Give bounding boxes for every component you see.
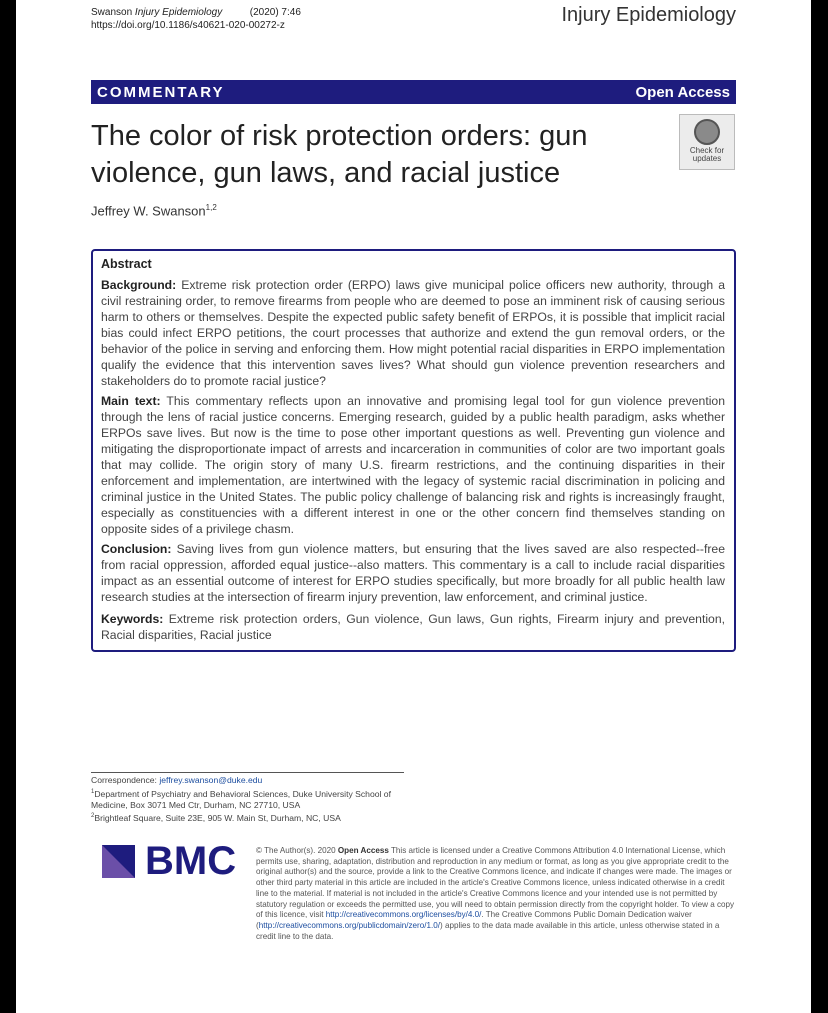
bmc-logo-icon	[102, 845, 135, 878]
abstract-conclusion	[101, 541, 725, 605]
abstract-main-text	[101, 393, 725, 537]
correspondence-label: Correspondence:	[91, 775, 157, 785]
abstract-box	[91, 249, 736, 652]
journal-name: Injury Epidemiology	[561, 4, 736, 26]
abstract-background	[101, 277, 725, 389]
paper-page	[16, 0, 811, 1013]
background-label: Background:	[101, 278, 177, 292]
article-title: The color of risk protection orders: gun violence, gun laws, and racial justice	[91, 120, 588, 189]
correspondence-email[interactable]: jeffrey.swanson@duke.edu	[159, 775, 263, 785]
running-header	[91, 6, 301, 32]
license-text: © The Author(s). 2020 Open Access This article is licensed under a Creative Commons Attribution 4.0 International License, which permits use, sharing, adaptation, distribution and reproduction in any medium or format, as long as you give appropriate credit to the original author(s) and the source, provide a link to the Creative Commons licence, and indicate if changes were made. The images or other third party material in this article are included in the article's Creative Commons licence, unless indicated otherwise in a credit line to the material. If material is not included in the article's Creative Commons licence and your intended use is not permitted by statutory regulation or exceeds the permitted use, you will need to obtain permission directly from the copyright holder. To view a copy of this licence, visit http://creativecommons.org/licenses/by/4.0/. The Creative Commons Public Domain Dedication waiver (http://creativecommons.org/publicdomain/zero/1.0/) applies to the data made available in this article, unless otherwise stated in a credit line to the data.	[256, 846, 735, 941]
license-link-by[interactable]: http://creativecommons.org/licenses/by/4.0/	[325, 910, 482, 920]
header-journal: Injury Epidemiology	[134, 7, 223, 18]
header-doi[interactable]: https://doi.org/10.1186/s40621-020-00272-z	[91, 20, 285, 31]
badge-label-1: Check for	[689, 146, 725, 155]
header-citation: (2020) 7:46	[249, 7, 301, 18]
abstract-heading: Abstract	[101, 257, 152, 271]
license-link-zero[interactable]: http://creativecommons.org/publicdomain/zero/1.0/	[258, 920, 441, 930]
bmc-logo	[102, 839, 242, 883]
badge-label-2: updates	[692, 154, 722, 163]
article-author	[91, 203, 217, 218]
check-for-updates-badge[interactable]	[679, 114, 735, 170]
conclusion-text: Saving lives from gun violence matters, but ensuring that the lives saved are also respected--free from racial oppression, afforded equal justice--also matters. This commentary is a call to include racial disparities impact as an essential outcome of interest for ERPO studies specifically, but more broadly for all public health law research studies at the intersection of firearm injury prevention, law enforcement, and criminal justice.	[101, 542, 725, 604]
check-for-updates-icon	[694, 119, 720, 145]
article-type-banner	[91, 80, 736, 104]
correspondence	[91, 775, 421, 787]
conclusion-label: Conclusion:	[101, 542, 172, 556]
header-author: Swanson	[91, 7, 133, 18]
article-type-label: COMMENTARY	[97, 83, 225, 101]
author-affiliation-marker: 1,2	[205, 203, 217, 212]
background-text: Extreme risk protection order (ERPO) laws give municipal police officers new authority, through a civil restraining order, to remove firearms from people who are deemed to pose an imminent risk of causing serious harm to others or themselves. Despite the expected public safety benefit of ERPOs, it is possible that implicit racial bias could infect ERPO petitions, the court processes that authorize and extend the gun removal orders, or the behavior of the police in serving and enforcing them. How might potential racial disparities in ERPO implementation qualify the evidence that this intervention saves lives? What should gun violence prevention researchers and stakeholders do to promote racial justice?	[101, 278, 725, 388]
footnote-divider	[91, 772, 404, 773]
bmc-logo-text: BMC	[145, 839, 237, 883]
affiliation-1: $^1$Department of Psychiatry and Behavioral Sciences, Duke University School of Medicine, Box 3071 Med Ctr, Durham, NC 27710, USA	[91, 788, 391, 810]
affiliation-2: $^2$Brightleaf Square, Suite 23E, 905 W. Main St, Durham, NC, USA	[91, 813, 341, 824]
keywords-label: Keywords:	[101, 612, 164, 626]
author-name[interactable]: Jeffrey W. Swanson	[91, 203, 206, 219]
main-text-label: Main text:	[101, 394, 161, 408]
keywords-text: Extreme risk protection orders, Gun violence, Gun laws, Gun rights, Firearm injury and prevention, Racial disparities, Racial justice	[101, 612, 725, 642]
abstract-keywords	[101, 611, 725, 643]
open-access-label: Open Access	[635, 83, 730, 101]
footnotes	[91, 775, 421, 825]
main-text-body: This commentary reflects upon an innovative and promising legal tool for gun violence prevention through the lens of racial justice concerns. Emerging research, guided by a public health paradigm, asks whether ERPOs save lives. But now is the time to pose other important questions as well. Preventing gun violence and mitigating the disproportionate impact of arrests and incarceration in communities of color are two important goals that may collide. The origin story of many U.S. firearm restrictions, and the continuing disparities in their enforcement and implementation, are intertwined with the legacy of systemic racial discrimination in policing and criminal justice in the United States. The public policy challenge of balancing risk and rights is increasingly fraught, especially as constituencies with a different interest in one or the other concern find themselves standing on opposite sides of a privilege chasm.	[101, 394, 725, 536]
license-open-access: Open Access	[337, 846, 389, 855]
